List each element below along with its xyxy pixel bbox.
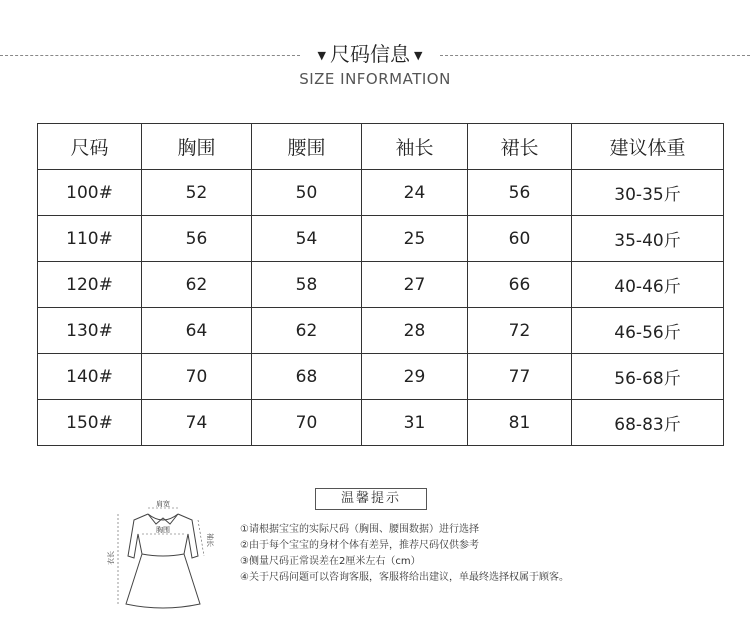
table-cell: 46-56斤 bbox=[572, 308, 724, 354]
page-subtitle: SIZE INFORMATION bbox=[299, 70, 451, 88]
table-cell: 62 bbox=[142, 262, 252, 308]
table-cell: 54 bbox=[252, 216, 362, 262]
table-cell: 50 bbox=[252, 170, 362, 216]
column-header: 尺码 bbox=[38, 124, 142, 170]
chest-label: 胸围 bbox=[156, 526, 170, 534]
table-cell: 27 bbox=[362, 262, 468, 308]
tip-item: ①请根据宝宝的实际尺码（胸围、腰围数据）进行选择 bbox=[240, 524, 479, 535]
triangle-down-icon: ▼ bbox=[317, 49, 326, 62]
tip-item: ②由于每个宝宝的身材个体有差异，推荐尺码仅供参考 bbox=[240, 540, 479, 551]
tip-item: ③侧量尺码正常误差在2厘米左右（cm） bbox=[240, 556, 421, 567]
table-cell: 64 bbox=[142, 308, 252, 354]
column-header: 裙长 bbox=[468, 124, 572, 170]
table-cell: 62 bbox=[252, 308, 362, 354]
table-cell: 56-68斤 bbox=[572, 354, 724, 400]
table-cell: 30-35斤 bbox=[572, 170, 724, 216]
title-divider-right bbox=[440, 55, 750, 56]
table-cell: 70 bbox=[142, 354, 252, 400]
column-header: 袖长 bbox=[362, 124, 468, 170]
table-header-row bbox=[38, 124, 724, 170]
length-label: 衣长 bbox=[107, 551, 115, 565]
table-cell: 52 bbox=[142, 170, 252, 216]
table-cell: 120# bbox=[38, 262, 142, 308]
table-cell: 68 bbox=[252, 354, 362, 400]
triangle-down-icon: ▼ bbox=[414, 49, 423, 62]
sleeve-label: 袖长 bbox=[206, 533, 214, 547]
table-cell: 25 bbox=[362, 216, 468, 262]
table-cell: 81 bbox=[468, 400, 572, 446]
table-cell: 24 bbox=[362, 170, 468, 216]
table-cell: 40-46斤 bbox=[572, 262, 724, 308]
table-cell: 150# bbox=[38, 400, 142, 446]
table-row bbox=[38, 308, 724, 354]
table-cell: 35-40斤 bbox=[572, 216, 724, 262]
table-cell: 68-83斤 bbox=[572, 400, 724, 446]
table-cell: 70 bbox=[252, 400, 362, 446]
page-title-text: 尺码信息 bbox=[330, 42, 410, 66]
page-title bbox=[300, 38, 440, 67]
table-cell: 130# bbox=[38, 308, 142, 354]
table-row bbox=[38, 262, 724, 308]
table-cell: 140# bbox=[38, 354, 142, 400]
tip-item: ④关于尺码问题可以咨询客服，客服将给出建议，单最终选择权属于顾客。 bbox=[240, 572, 569, 583]
table-cell: 110# bbox=[38, 216, 142, 262]
table-row bbox=[38, 400, 724, 446]
column-header: 腰围 bbox=[252, 124, 362, 170]
table-cell: 66 bbox=[468, 262, 572, 308]
table-row bbox=[38, 216, 724, 262]
table-cell: 31 bbox=[362, 400, 468, 446]
table-cell: 56 bbox=[468, 170, 572, 216]
tips-list bbox=[240, 522, 569, 586]
table-cell: 74 bbox=[142, 400, 252, 446]
column-header: 建议体重 bbox=[572, 124, 724, 170]
table-row bbox=[38, 354, 724, 400]
table-cell: 60 bbox=[468, 216, 572, 262]
table-cell: 100# bbox=[38, 170, 142, 216]
table-cell: 77 bbox=[468, 354, 572, 400]
size-table bbox=[37, 123, 724, 446]
table-cell: 72 bbox=[468, 308, 572, 354]
dress-measurement-diagram bbox=[108, 496, 218, 614]
table-cell: 28 bbox=[362, 308, 468, 354]
table-row bbox=[38, 170, 724, 216]
shoulder-label: 肩宽 bbox=[156, 500, 170, 508]
table-cell: 56 bbox=[142, 216, 252, 262]
tips-title: 温馨提示 bbox=[315, 488, 427, 510]
table-cell: 29 bbox=[362, 354, 468, 400]
table-cell: 58 bbox=[252, 262, 362, 308]
column-header: 胸围 bbox=[142, 124, 252, 170]
title-divider-left bbox=[0, 55, 300, 56]
